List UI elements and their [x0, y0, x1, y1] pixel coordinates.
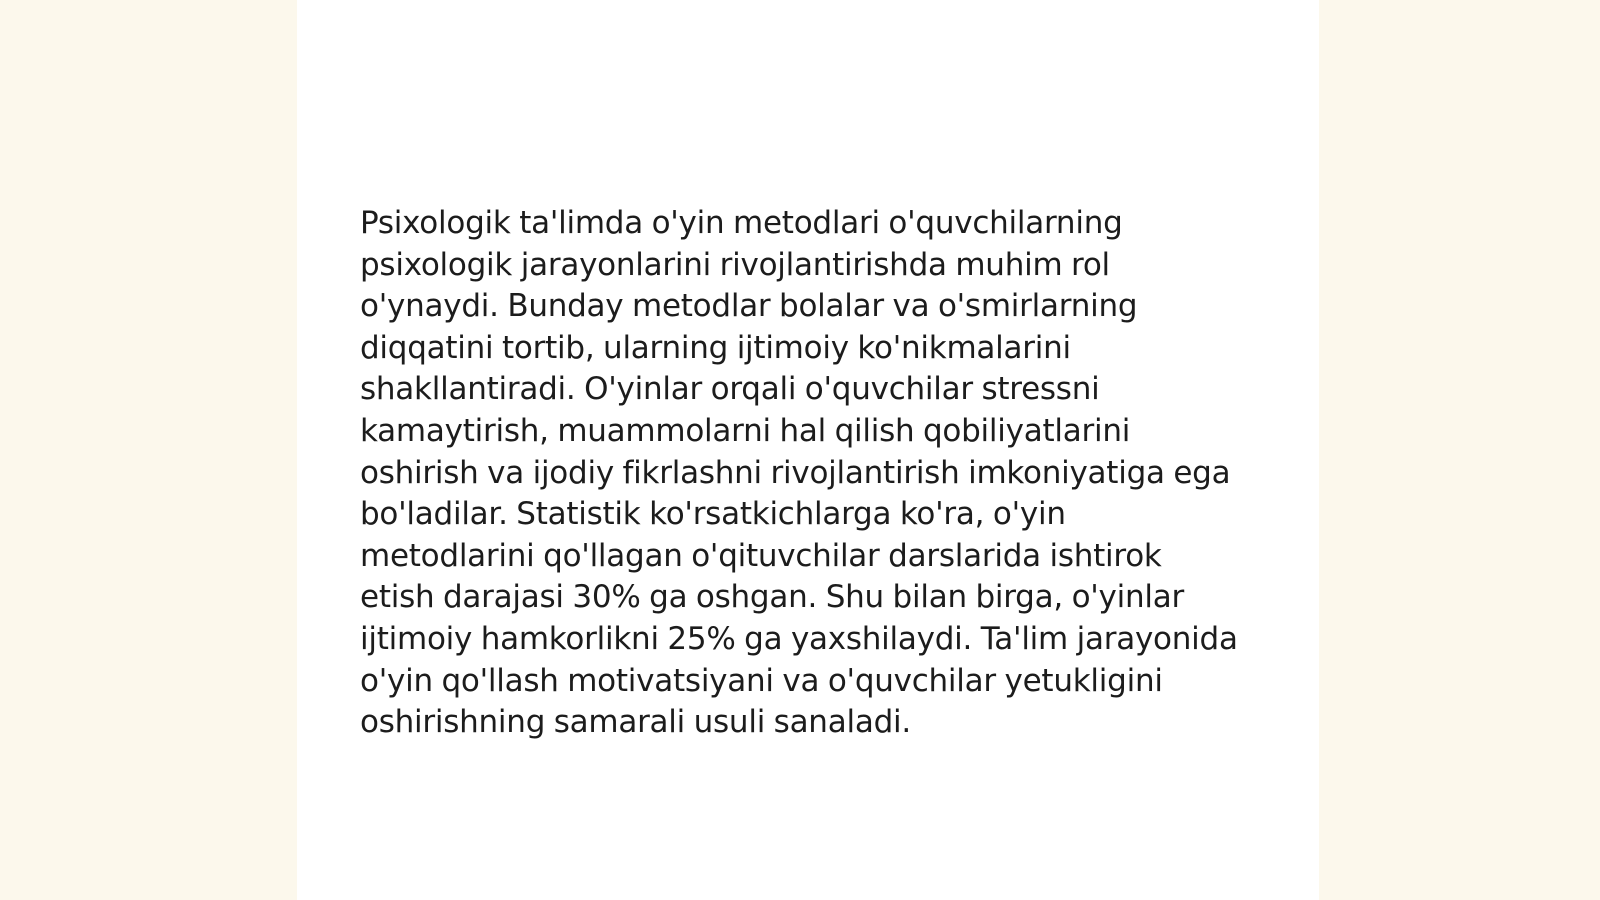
slide-canvas [297, 0, 1319, 900]
slide-body-text: Psixologik ta'limda o'yin metodlari o'quvchilarning psixologik jarayonlarini rivojlantirishda muhim rol o'ynaydi. Bunday metodlar bolalar va o'smirlarning diqqatini tortib, ularning ijtimoiy ko'nikmalarini shakllantiradi. O'yinlar orqali o'quvchilar stressni kamaytirish, muammolarni hal qilish qobiliyatlarini oshirish va ijodiy fikrlashni rivojlantirish imkoniyatiga ega bo'ladilar. Statistik ko'rsatkichlarga ko'ra, o'yin metodlarini qo'llagan o'qituvchilar darslarida ishtirok etish darajasi 30% ga oshgan. Shu bilan birga, o'yinlar ijtimoiy hamkorlikni 25% ga yaxshilaydi. Ta'lim jarayonida o'yin qo'llash motivatsiyani va o'quvchilar yetukligini oshirishning samarali usuli sanaladi. [360, 205, 1238, 741]
